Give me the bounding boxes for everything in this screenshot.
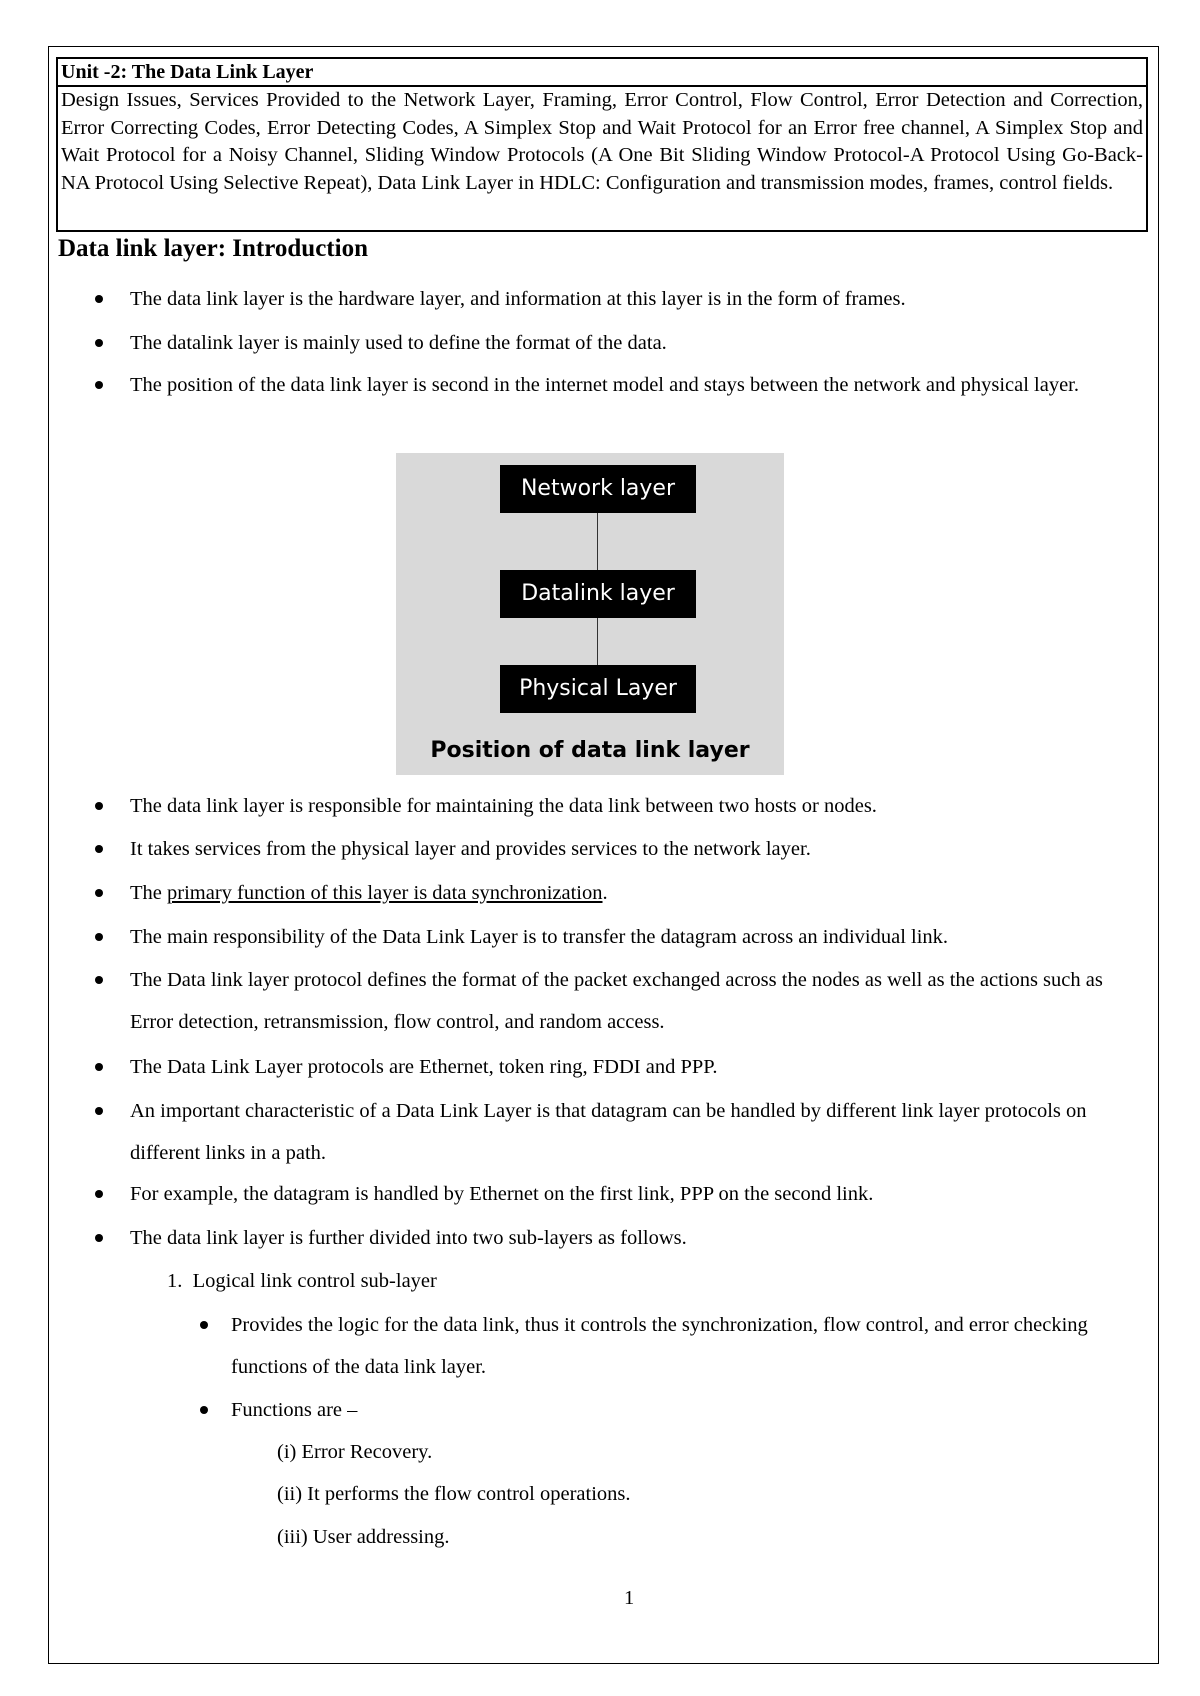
syllabus-title: Unit -2: The Data Link Layer xyxy=(58,59,1146,87)
list-item: The data link layer is the hardware layer, and information at this layer is in the form of frames. xyxy=(130,278,1130,320)
list-item: The Data link layer protocol defines the format of the packet exchanged across the nodes as well as the actions such as Error detection, retransmission, flow control, and random access. xyxy=(130,959,1130,1043)
data-link-layer-diagram xyxy=(396,453,784,775)
syllabus-description: Design Issues, Services Provided to the Network Layer, Framing, Error Control, Flow Control, Error Detection and Correction, Error Correcting Codes, Error Detecting Codes, A Simplex Stop and Wait Protocol for an Error free channel, A Simplex Stop and Wait Protocol for a Noisy Channel, Sliding Window Protocols (A One Bit Sliding Window Protocol-A Protocol Using Go-Back-NA Protocol Using Selective Repeat), Data Link Layer in HDLC: Configuration and transmission modes, frames, control fields. xyxy=(61,89,1143,194)
network-layer-box: Network layer xyxy=(500,465,696,513)
list-item: An important characteristic of a Data Link Layer is that datagram can be handled by different link layer protocols on different links in a path. xyxy=(130,1090,1130,1174)
list-item: The Data Link Layer protocols are Ethernet, token ring, FDDI and PPP. xyxy=(130,1046,1130,1088)
list-item: It takes services from the physical layer and provides services to the network layer. xyxy=(130,828,1130,870)
function-item: (i) Error Recovery. xyxy=(277,1441,433,1463)
function-item: (ii) It performs the flow control operations. xyxy=(277,1483,631,1505)
connector-line xyxy=(597,618,598,665)
function-item: (iii) User addressing. xyxy=(277,1526,450,1548)
list-item: For example, the datagram is handled by Ethernet on the first link, PPP on the second link. xyxy=(130,1173,1130,1215)
list-item: The main responsibility of the Data Link Layer is to transfer the datagram across an individual link. xyxy=(130,916,1130,958)
figure-caption: Position of data link layer xyxy=(430,738,750,763)
datalink-layer-box: Datalink layer xyxy=(500,570,696,618)
list-item: The data link layer is further divided into two sub-layers as follows. xyxy=(130,1217,1130,1259)
physical-layer-box: Physical Layer xyxy=(500,665,696,713)
list-item: The datalink layer is mainly used to define the format of the data. xyxy=(130,322,1130,364)
list-item: The data link layer is responsible for maintaining the data link between two hosts or nodes. xyxy=(130,785,1130,827)
page-number: 1 xyxy=(624,1587,635,1609)
sublayer-item: 1. Logical link control sub-layer xyxy=(167,1270,437,1292)
primary-function-suffix: . xyxy=(602,882,608,904)
connector-line xyxy=(597,513,598,570)
sub-list-item: Functions are – xyxy=(231,1389,1131,1431)
section-heading: Data link layer: Introduction xyxy=(58,235,368,262)
list-item: The position of the data link layer is second in the internet model and stays between the network and physical layer. xyxy=(130,364,1130,406)
primary-function-prefix: The xyxy=(130,882,167,904)
sub-list-item: Provides the logic for the data link, thus it controls the synchronization, flow control, and error checking functions of the data link layer. xyxy=(231,1304,1131,1388)
list-item-primary-function xyxy=(130,872,1130,914)
primary-function-underlined: primary function of this layer is data synchronization xyxy=(167,882,603,904)
